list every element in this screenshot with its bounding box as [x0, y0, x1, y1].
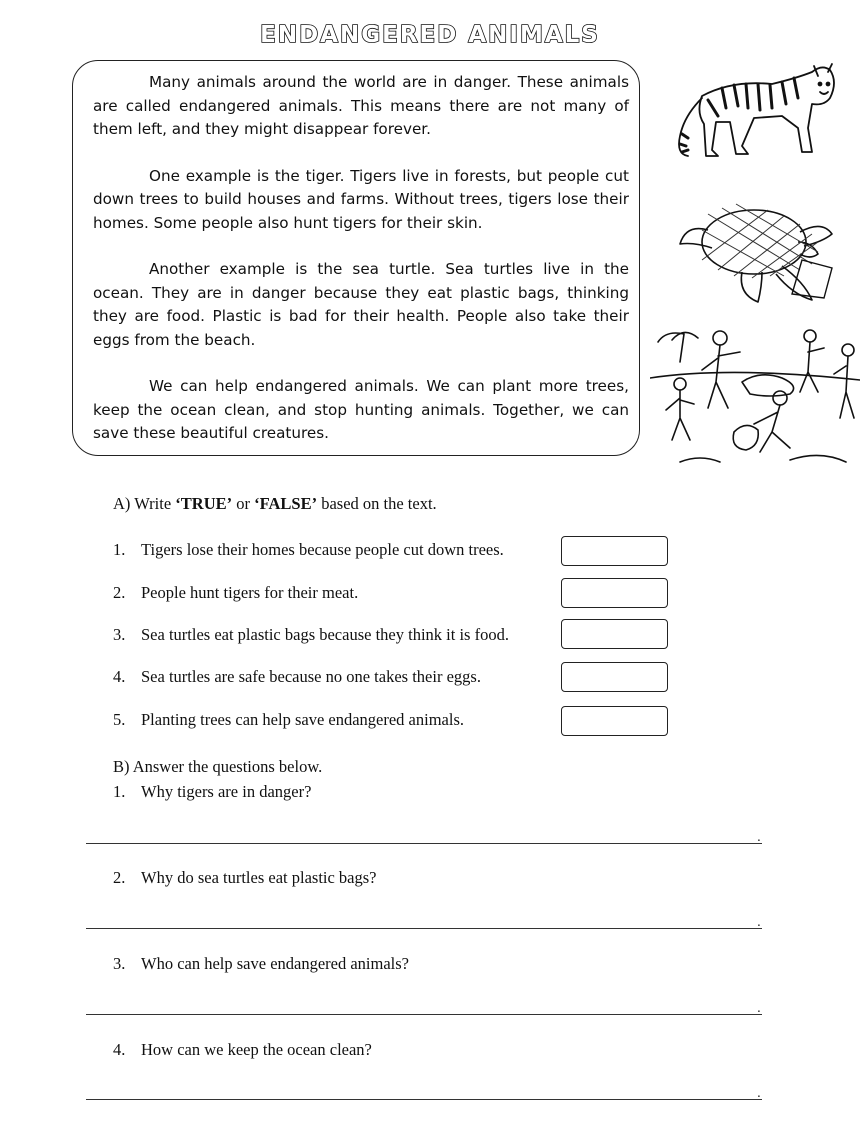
item-number: 3. [113, 625, 126, 644]
reading-paragraph: Many animals around the world are in danger. These animals are called endangered animals. This means there are not many of them left, and they might disappear forever. [93, 73, 629, 138]
item-text: Tigers lose their homes because people cut down trees. [141, 540, 504, 559]
answer-line[interactable] [86, 1014, 762, 1015]
true-false-item [113, 667, 481, 687]
line-end-mark: . [757, 1086, 761, 1100]
answer-box[interactable] [561, 662, 668, 692]
question-item [113, 954, 409, 974]
item-text: People hunt tigers for their meat. [141, 583, 359, 602]
item-number: 2. [113, 583, 126, 602]
line-end-mark: . [757, 830, 761, 844]
reading-paragraph: One example is the tiger. Tigers live in forests, but people cut down trees to build houses and farms. Without trees, tigers lose their homes. Some people also hunt tigers for their skin. [93, 166, 629, 232]
reading-paragraph: Another example is the sea turtle. Sea turtles live in the ocean. They are in danger because they eat plastic bags, thinking they are food. Plastic is bad for their health. People also take their eggs from the beach. [93, 260, 629, 349]
sea-turtle-in-net-illustration [672, 190, 837, 310]
section-b-label: B) [113, 757, 130, 776]
reading-passage-box [72, 60, 640, 456]
true-false-item [113, 710, 464, 730]
answer-line[interactable] [86, 1099, 762, 1100]
question-item [113, 868, 377, 888]
true-false-item [113, 583, 358, 603]
question-text: Who can help save endangered animals? [141, 954, 410, 973]
true-keyword: ‘TRUE’ [175, 494, 233, 513]
question-number: 1. [113, 782, 126, 801]
answer-line[interactable] [86, 928, 762, 929]
instruction-start: Write [134, 494, 172, 513]
question-number: 4. [113, 1040, 126, 1059]
question-text: Why do sea turtles eat plastic bags? [141, 868, 377, 887]
page-title: ENDANGERED ANIMALS [260, 22, 600, 48]
true-false-item [113, 540, 504, 560]
line-end-mark: . [757, 1001, 761, 1015]
answer-box[interactable] [561, 619, 668, 649]
reading-paragraph: We can help endangered animals. We can plant more trees, keep the ocean clean, and stop hunting animals. Together, we can save these beautiful creatures. [93, 377, 629, 442]
question-item [113, 1040, 372, 1060]
item-text: Sea turtles are safe because no one takes their eggs. [141, 667, 481, 686]
question-text: Why tigers are in danger? [141, 782, 312, 801]
answer-box[interactable] [561, 706, 668, 736]
question-text: How can we keep the ocean clean? [141, 1040, 372, 1059]
true-false-item [113, 625, 509, 645]
answer-box[interactable] [561, 578, 668, 608]
question-item [113, 782, 311, 802]
tiger-illustration [662, 58, 842, 163]
answer-line[interactable] [86, 843, 762, 844]
item-number: 1. [113, 540, 126, 559]
item-text: Planting trees can help save endangered animals. [141, 710, 465, 729]
section-a-instruction [113, 494, 437, 514]
item-number: 4. [113, 667, 126, 686]
line-end-mark: . [757, 915, 761, 929]
item-text: Sea turtles eat plastic bags because they think it is food. [141, 625, 509, 644]
question-number: 3. [113, 954, 126, 973]
question-number: 2. [113, 868, 126, 887]
false-keyword: ‘FALSE’ [254, 494, 318, 513]
section-a-label: A) [113, 494, 131, 513]
instruction-end: based on the text. [321, 494, 437, 513]
section-b-instruction [113, 757, 322, 777]
people-cleaning-beach-illustration [650, 322, 860, 467]
or-keyword: or [236, 494, 250, 513]
section-b-text: Answer the questions below. [132, 757, 323, 776]
item-number: 5. [113, 710, 126, 729]
answer-box[interactable] [561, 536, 668, 566]
